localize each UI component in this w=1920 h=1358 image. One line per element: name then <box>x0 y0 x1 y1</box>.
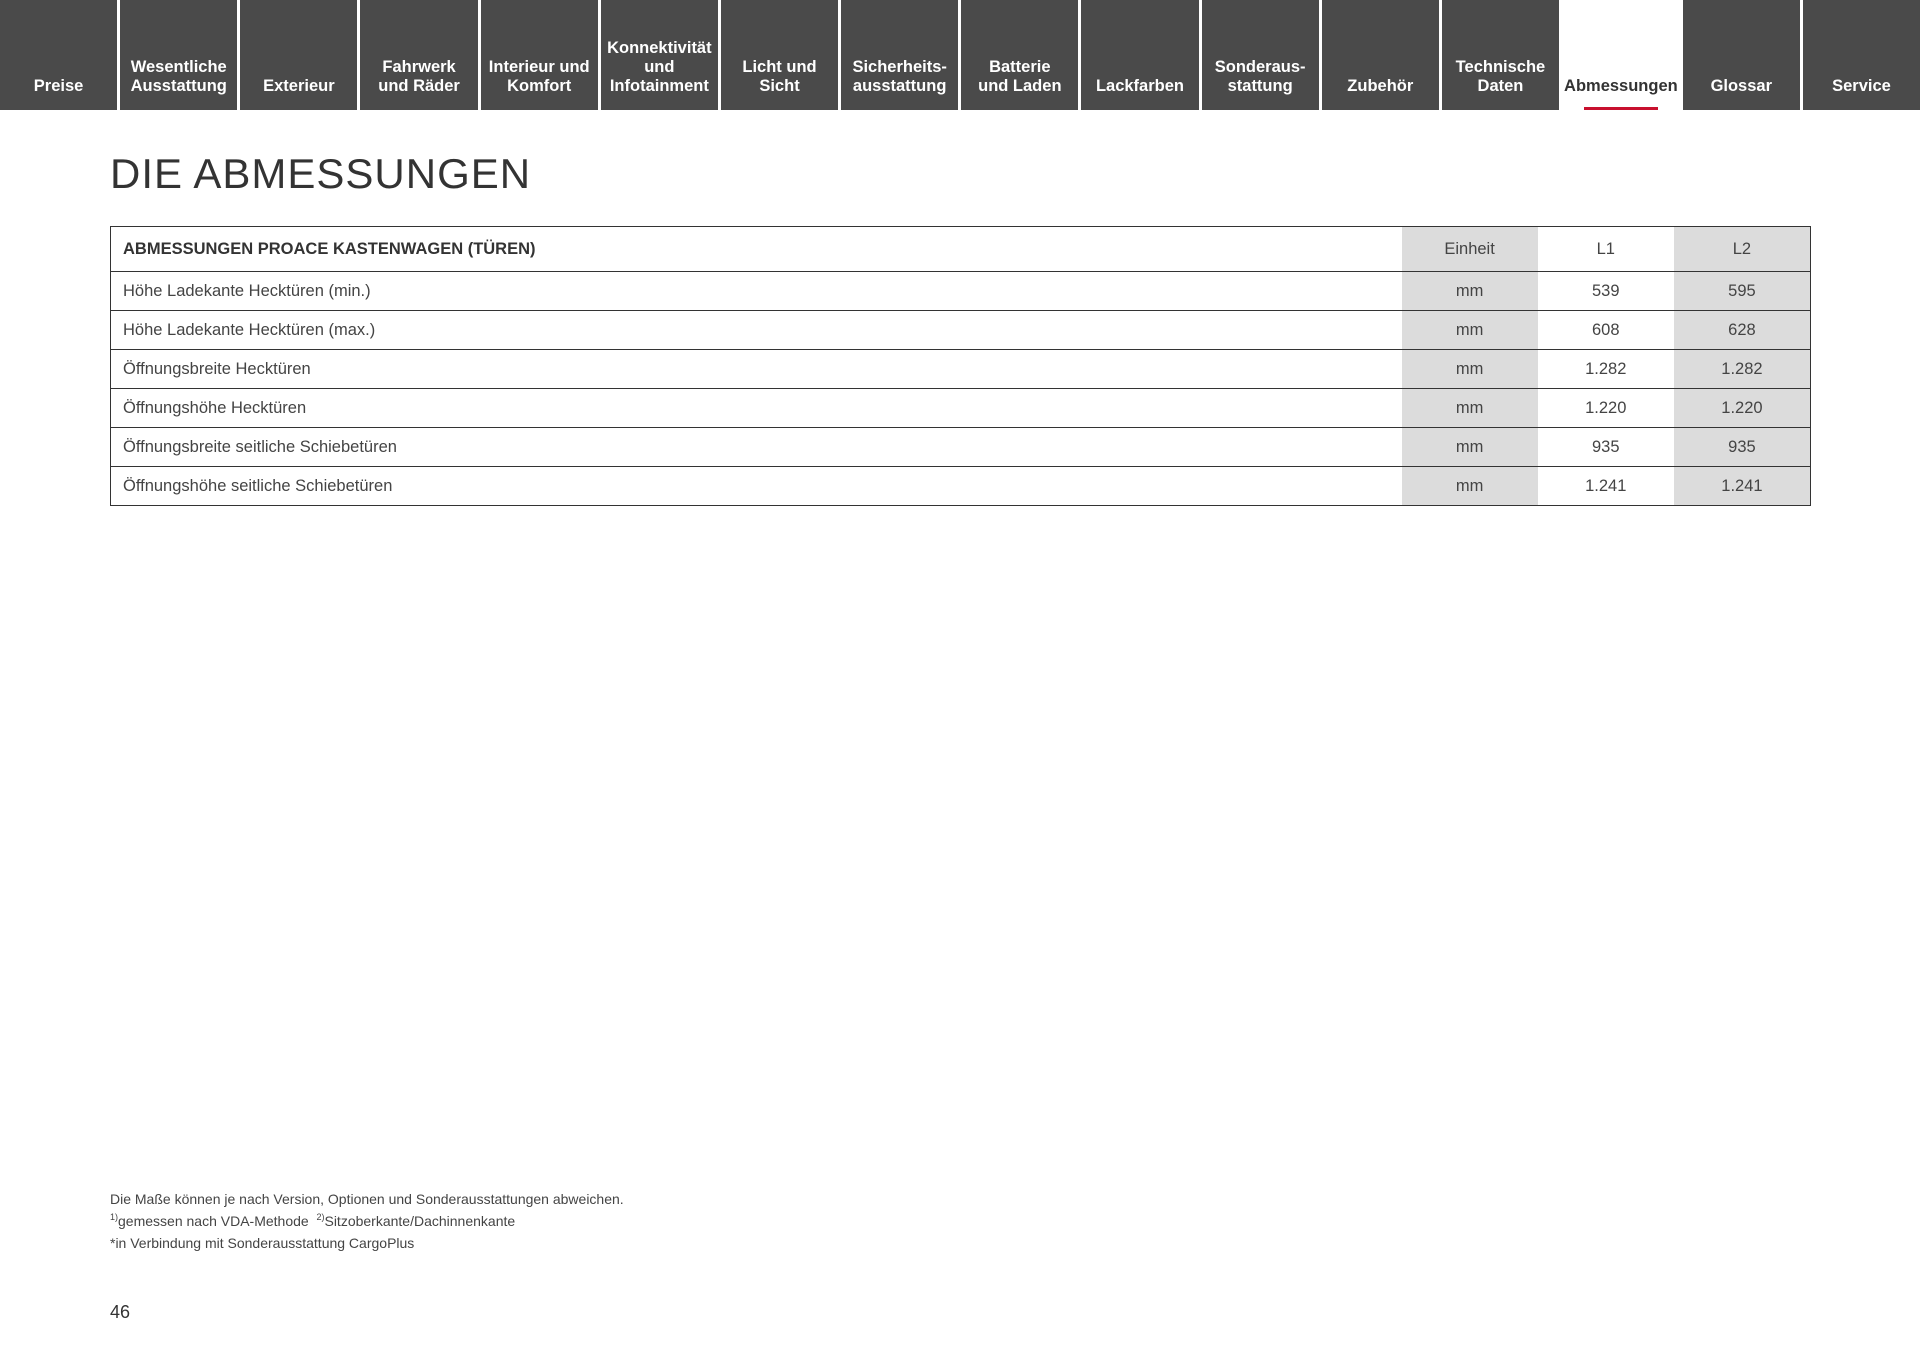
tab-label: Interieur und Komfort <box>488 58 590 95</box>
row-label: Öffnungshöhe seitliche Schiebetüren <box>123 476 393 495</box>
dimensions-table <box>110 226 1811 506</box>
tab-label: Glossar <box>1710 77 1773 95</box>
table-header-row <box>111 227 1811 272</box>
tab-zubehoer[interactable] <box>1322 0 1439 110</box>
footnote-disclaimer: Die Maße können je nach Version, Optionen und Sonderausstattungen abweichen. <box>110 1191 624 1207</box>
page-number: 46 <box>110 1302 131 1322</box>
row-l2-value: 1.282 <box>1674 350 1811 389</box>
tab-konnektivitaet[interactable] <box>601 0 718 110</box>
table-row <box>111 428 1811 467</box>
unit-column-header: Einheit <box>1402 227 1538 272</box>
tab-wesentliche-ausstattung[interactable] <box>120 0 237 110</box>
row-label: Öffnungsbreite seitliche Schiebetüren <box>111 428 1402 467</box>
row-l1-value: 935 <box>1538 428 1674 467</box>
tab-service[interactable] <box>1803 0 1920 110</box>
tab-label: Abmessungen <box>1564 77 1678 95</box>
row-unit: mm <box>1402 467 1538 506</box>
table-row <box>111 467 1811 506</box>
row-l1-value: 1.241 <box>1585 476 1627 495</box>
tab-technische-daten[interactable] <box>1442 0 1559 110</box>
top-navigation <box>0 0 1920 110</box>
tab-label: Fahrwerk und Räder <box>378 58 460 95</box>
tab-batterie-und-laden[interactable] <box>961 0 1078 110</box>
tab-sicherheitsausstattung[interactable] <box>841 0 958 110</box>
footnote-cargoplus: *in Verbindung mit Sonderausstattung CargoPlus <box>110 1235 415 1251</box>
l2-column-header: L2 <box>1674 227 1811 272</box>
row-label: Höhe Ladekante Hecktüren (max.) <box>111 311 1402 350</box>
tab-glossar[interactable] <box>1683 0 1800 110</box>
table-row <box>111 350 1811 389</box>
tab-label: Service <box>1832 77 1891 95</box>
tab-fahrwerk-und-raeder[interactable] <box>360 0 477 110</box>
tab-interieur-und-komfort[interactable] <box>481 0 598 110</box>
tab-label: Lackfarben <box>1095 77 1184 95</box>
tab-label: Sicherheits- ausstattung <box>852 58 947 95</box>
footnote-2-text: Sitzoberkante/Dachinnenkante <box>324 1213 516 1229</box>
tab-label: Konnektivität und Infotainment <box>607 39 712 95</box>
row-l2-value: 1.220 <box>1674 389 1811 428</box>
row-l2-value: 1.241 <box>1674 467 1811 506</box>
tab-label: Sonderaus- stattung <box>1214 58 1306 95</box>
row-unit: mm <box>1402 350 1538 389</box>
row-l1-value: 1.220 <box>1538 389 1674 428</box>
row-unit: mm <box>1402 428 1538 467</box>
table-row <box>111 389 1811 428</box>
tab-label: Wesentliche Ausstattung <box>130 58 227 95</box>
l1-column-header: L1 <box>1538 227 1674 272</box>
footnotes <box>110 1188 624 1254</box>
tab-label: Licht und Sicht <box>742 58 817 95</box>
footnote-1-text: gemessen nach VDA-Methode <box>118 1213 309 1229</box>
row-l2-value: 595 <box>1674 272 1811 311</box>
row-unit: mm <box>1402 389 1538 428</box>
footnote-methods <box>110 1210 624 1232</box>
tab-sonderausstattung[interactable] <box>1202 0 1319 110</box>
footnote-marker-1: 1) <box>110 1212 119 1222</box>
row-unit: mm <box>1402 272 1538 311</box>
row-l2-value: 935 <box>1674 428 1811 467</box>
tab-licht-und-sicht[interactable] <box>721 0 838 110</box>
row-unit: mm <box>1402 311 1538 350</box>
tab-label: Zubehör <box>1347 77 1414 95</box>
row-l1-value: 539 <box>1538 272 1674 311</box>
row-l2-value: 628 <box>1674 311 1811 350</box>
page-title: DIE ABMESSUNGEN <box>110 150 532 197</box>
footnote-marker-2: 2) <box>316 1212 325 1222</box>
row-l1-value: 1.282 <box>1538 350 1674 389</box>
tab-preise[interactable] <box>0 0 117 110</box>
tab-abmessungen[interactable] <box>1562 0 1680 110</box>
tab-label: Technische Daten <box>1455 58 1546 95</box>
tab-label: Preise <box>33 77 84 95</box>
tab-label: Batterie und Laden <box>978 58 1062 95</box>
tab-exterieur[interactable] <box>240 0 357 110</box>
table-row <box>111 272 1811 311</box>
table-row <box>111 311 1811 350</box>
row-label: Öffnungsbreite Hecktüren <box>111 350 1402 389</box>
table-title-cell: ABMESSUNGEN PROACE KASTENWAGEN (TÜREN) <box>111 227 1402 272</box>
tab-label: Exterieur <box>263 77 335 95</box>
row-label: Öffnungshöhe Hecktüren <box>111 389 1402 428</box>
tab-lackfarben[interactable] <box>1081 0 1198 110</box>
row-l1-value: 608 <box>1538 311 1674 350</box>
row-label: Höhe Ladekante Hecktüren (min.) <box>111 272 1402 311</box>
